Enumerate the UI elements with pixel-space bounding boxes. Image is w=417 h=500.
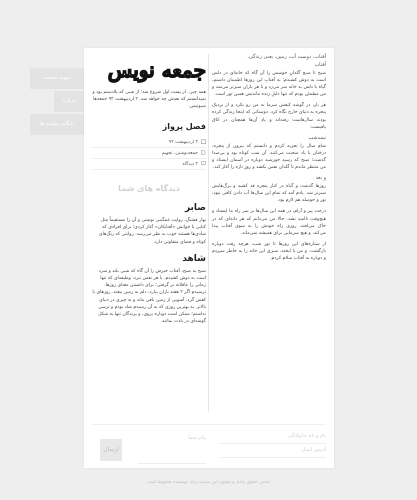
column-divider <box>208 54 209 412</box>
article-section-label: نیمه‌شب <box>308 134 326 141</box>
site-footer: تمامی حقوق مادی و معنوی این سایت برای نویسنده محفوظ است <box>146 480 271 485</box>
logo-text: جمعه نویس <box>107 58 206 82</box>
comment-body: صبح به صبح، آفتاب خیزش را آن گاه که شبی بلند و سرد است به دوش کشیدم. با هر نفس نبرد، وظیفه‌ای که تنها زمانی را عاقلانه بر گرفتی؛ برای دانستن معنای روزها. ترسیدم اگر ۲ هفته باران ببارد، دلم به زمین بیفتد. روزهای با کفش گرد، آشوبی از زمین باقی ماند و نه چیزی در دنیای بالاتر. به بهترین روزی که به آن رسیدم شاد بودم و ترسی نداشتم؛ ممکن است دوباره بروی، و پرندگان تنها به شکل گوشه‌ای در یادت بمانند. <box>92 268 206 325</box>
comment-form <box>92 424 326 465</box>
article-paragraph: روزها گذشت و گیاه در کنار پنجره قد کشید و برگ‌هایش سبزتر شد. یادم آمد که تمامِ این سال‌ها آب دادن کافی نبود، نور و حوصله هم لازم بود. <box>212 184 326 204</box>
article-paragraph: شام سال را تجربه کردم و دانستم که بیرون از پنجره، درختان با باد صحبت می‌کنند. آن شب کوتاه بود و بی‌صدا گذشت؛ صبح که رسید خورشید دوباره در آسمان ایستاد و من منتظر ماندم تا گلدان نفس بکشد و روزِ تازه را آغاز کند. <box>212 143 326 171</box>
tag-icon <box>201 150 206 155</box>
article-paragraph: درخت پیر و آرام، در همه این سال‌ها بر سر راه ما ایستاد و هیچ‌وقت ناامید نشد. حالا من می‌دانم که هر دانه‌ای که در خاک می‌افتد، روزی راه خودش را به سوی آفتاب پیدا می‌کند، و هیچ سرمایی برای همیشه نمی‌ماند. <box>212 209 326 236</box>
message-field[interactable]: پیام شما <box>138 435 206 464</box>
sidenav-item-home[interactable]: نمونه نخست <box>30 68 84 89</box>
calendar-icon <box>201 139 206 144</box>
comment-item <box>92 254 206 326</box>
site-logo[interactable] <box>92 53 206 87</box>
left-column <box>92 53 206 325</box>
side-navigation <box>30 68 84 137</box>
sidenav-item-about[interactable]: درباره <box>54 91 84 112</box>
article-subtitle: آفتاب، دوست آب، زمین، یعنی زندگی. <box>247 54 326 60</box>
article-section-label: و بعد <box>315 175 326 182</box>
article-column <box>212 54 326 266</box>
post-comment-count-text: ۲ دیدگاه <box>182 162 198 167</box>
comment-author[interactable]: صابر <box>184 203 206 213</box>
article-paragraph: هر بار، در گوشه کیفش سرما به من رو نکرد و از نزدیک پنجره به دنیای خارج نگاه کرد. دوستانی که اینجا زندگی کرده بودند سال‌هاست رفته‌اند و یادِ آن‌ها همچنان در اتاق باقیست. <box>212 103 326 130</box>
post-date-text: ۲ اردیبهشت ۹۲ <box>168 140 198 145</box>
article-paragraph: صبح تا صبح گلدانِ خوشش را آن گاه که خانه‌ای در دلش است به دوش کشیدم؛ به آفتابِ این روزها اطمینان داشتم، گیاه با دلش به خانه سر می‌زد و با هر باران سبزتر می‌شد و من مطمئن بودم که تنها دلیلِ زنده ماندنش همین نور است. <box>212 71 326 98</box>
post-tags-text: جمعه‌نوشتن، تجهیم <box>161 151 198 156</box>
page-container <box>84 48 334 468</box>
comment-author[interactable]: شاهد <box>182 253 206 264</box>
post-comment-count[interactable] <box>92 159 206 170</box>
comment-icon <box>201 161 206 166</box>
post-tags[interactable] <box>92 148 206 159</box>
comment-body: بهار قشنگ، روایت غمگینی نوشتی و آن را مستقیماً مثل کتابی با خوانش «آفتابکان» آغاز کردی؛ برای افرادی که شادی‌ها هستند خوب به نظر می‌رسد. روایتی که رنگ‌های کوتاه و فضای متفاوتی دارد. <box>98 218 206 245</box>
name-field[interactable]: نام و نام خانوادگی <box>220 433 326 444</box>
sidenav-item-archive[interactable]: بایگانی نوشته ها <box>30 114 84 135</box>
post-title: فصل پرواز <box>162 122 206 131</box>
email-field[interactable]: آدرس ایمیل <box>220 447 326 458</box>
article-paragraph: از ستاره‌های این روزها تا نور شب، هرچه رفت دوباره بازگشت. و من با لبخند، سبزی این خانه را به خاطر سپردم و دوباره به آفتاب سلام کردم. <box>212 241 326 261</box>
send-button[interactable]: ارسال <box>100 439 122 461</box>
article-subtitle-2: آفتاب <box>314 62 326 68</box>
comment-item <box>92 203 206 246</box>
site-tagline: همه چیز.. از پست اول شروع شد؛ از شبی که بلاد‌ستم بود و نمیدانستم که بعدش چه خواهد شد. ۲ اردیبهشت ۹۲ جمعه‌ها سیونیس. <box>92 90 206 109</box>
post-date <box>92 137 206 148</box>
comments-heading: دیدگاه های شما <box>118 184 180 193</box>
